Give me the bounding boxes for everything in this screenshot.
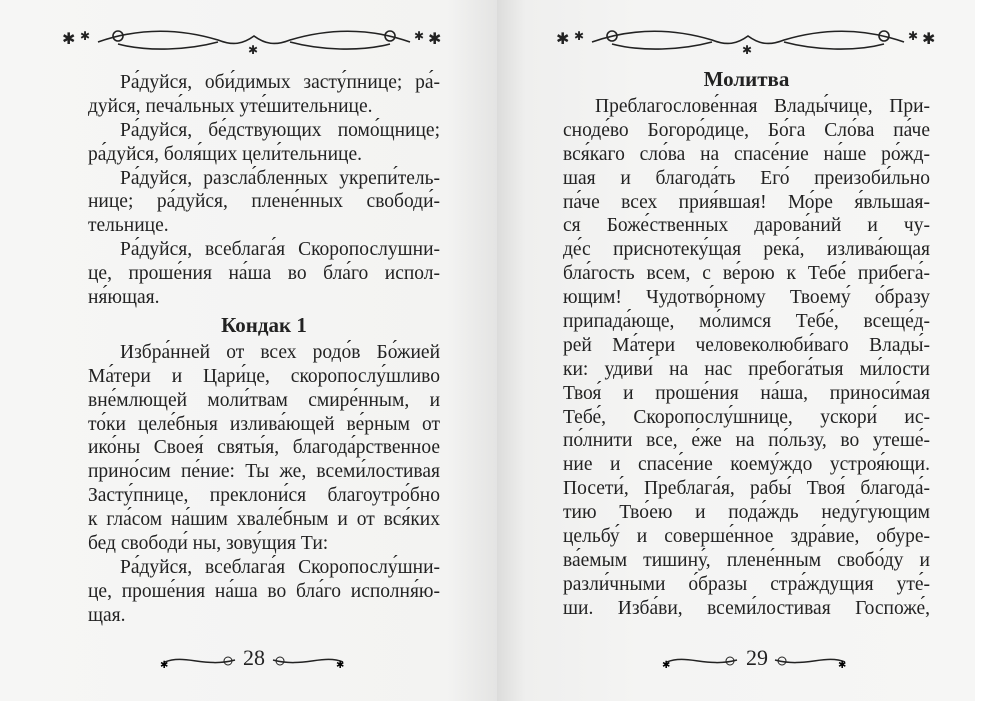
text-line: дуйся, печа́льных уте́шительнице.: [88, 95, 373, 117]
svg-text:✱: ✱: [838, 660, 847, 670]
text-line: Ра́дуйся, разсла́бленных укрепи́тель-: [120, 167, 440, 189]
text-line: це, проше́ния на́ша во бла́го испол-: [88, 263, 440, 285]
page-ornament-right: [770, 652, 850, 670]
page-number-left: 28: [243, 645, 265, 670]
text-line: ва́емым тишину́, плене́нным свобо́ду и: [563, 549, 930, 571]
text-line: ико́ны Своея́ святы́я, благода́рственное: [88, 437, 440, 459]
text-line: ющим! Чудотво́рному Твоему́ о́бразу: [563, 287, 930, 309]
text-line: нице; ра́дуйся, плене́нных свободи́-: [88, 191, 440, 213]
svg-text:✱: ✱: [908, 29, 919, 43]
text-line: Ра́дуйся, всеблага́я Скоропослу́шни-: [120, 556, 440, 578]
svg-text:✱: ✱: [662, 660, 671, 670]
top-ornament-left: [58, 22, 450, 58]
svg-text:✱: ✱: [248, 43, 259, 57]
text-line: бла́гость всем, с ве́рою к Тебе́ прибега́-: [563, 263, 930, 285]
svg-text:✱: ✱: [742, 43, 753, 57]
text-line: цельбу́ и соверше́нное здра́вие, обуре-: [563, 526, 930, 548]
text-line: ра́дуйся, боля́щих цели́тельнице.: [88, 143, 362, 165]
text-line: к гла́сом на́шим хвале́бным и от вся́ких: [88, 509, 440, 531]
text-line: шая и благода́ть Его́ преизоби́льно: [563, 167, 930, 189]
text-line: ся Боже́ственных дарова́ний и чу-: [563, 215, 930, 237]
text-line: сноде́во Богоро́дице, Бо́га Сло́ва па́че: [563, 119, 930, 141]
right-page: [497, 0, 975, 701]
text-line: па́че всех прия́вшая! Мо́ре я́вльшая-: [563, 191, 930, 213]
svg-text:✱: ✱: [62, 31, 76, 48]
svg-text:✱: ✱: [336, 660, 345, 670]
right-page-text: [563, 64, 930, 621]
text-line: Ра́дуйся, всеблага́я Скоропослушни-: [120, 239, 440, 261]
text-line: Преблагослове́нная Влады́чице, При-: [595, 96, 930, 117]
svg-text:✱: ✱: [160, 660, 169, 670]
svg-text:✱: ✱: [922, 31, 936, 48]
text-line: ки: удиви́ на нас пребога́тыя ми́лости: [563, 358, 930, 380]
text-line: то́ки целе́бныя излива́ющей ве́рным от: [88, 413, 440, 435]
text-line: Тебе́, Скоропослу́шнице, ускори́ ис-: [563, 406, 930, 428]
text-line: Посети́, Преблага́я, рабы́ Твоя́ благода́-: [563, 478, 930, 500]
text-line: припада́юще, мо́лимся Тебе́, всеще́д-: [563, 311, 930, 333]
text-line: по́лнити все, е́же на по́льзу, во утеше́-: [563, 430, 930, 452]
text-line: Засту́пнице, преклони́ся благоутро́бно: [88, 485, 440, 507]
text-line: Избра́нней от всех родо́в Бо́жией: [120, 341, 440, 363]
svg-text:✱: ✱: [428, 31, 442, 48]
left-page-text: [88, 71, 440, 628]
text-line: це, проше́ния на́ша во бла́го исполня́ю-: [88, 580, 440, 602]
text-line: Твоя́ и проше́ния на́ша, приноси́мая: [563, 382, 930, 404]
page-ornament-right: [268, 652, 348, 670]
text-line: тельнице.: [88, 215, 169, 237]
text-line: прино́сим пе́ние: Ты же, всеми́лостивая: [88, 461, 440, 483]
text-line: вне́млющей моли́твам смире́нным, и: [88, 389, 440, 411]
text-line: бед свободи́ ны, зову́щия Ти:: [88, 533, 329, 555]
svg-text:✱: ✱: [80, 29, 91, 43]
text-line: тию Тво́ею и пода́ждь неду́гующим: [563, 502, 930, 524]
text-line: разли́чными о́бразы стра́ждущия уте́-: [563, 573, 930, 595]
text-line: щая.: [88, 604, 126, 626]
text-line: Ма́тери и Цари́це, скоропослу́шливо: [88, 365, 440, 387]
text-line: рей Ма́тери человеколюби́ваго Влады́-: [563, 334, 930, 356]
page-number-right: 29: [746, 645, 768, 670]
text-line: ня́ющая.: [88, 287, 160, 309]
text-line: де́с приснотеку́щая река́, излива́ющая: [563, 239, 930, 261]
section-heading: Молитва: [703, 67, 790, 91]
text-line: Ра́дуйся, оби́димых засту́пнице; ра́-: [120, 72, 440, 93]
text-line: ние и спасе́ние коему́ждо устроя́ющи.: [563, 454, 930, 476]
text-line: ши. Изба́ви, всеми́лостивая Госпоже́,: [563, 597, 930, 619]
scan-margin: [975, 0, 1000, 701]
text-line: вся́каго сло́ва на спасе́ние на́ше ро́жд-: [563, 143, 930, 165]
section-heading: Кондак 1: [221, 312, 307, 337]
svg-text:✱: ✱: [574, 29, 585, 43]
top-ornament-right: [552, 22, 944, 58]
svg-text:✱: ✱: [556, 31, 570, 48]
left-page: [0, 0, 497, 701]
text-line: Ра́дуйся, бе́дствующих помо́щнице;: [120, 119, 440, 141]
svg-text:✱: ✱: [414, 29, 425, 43]
